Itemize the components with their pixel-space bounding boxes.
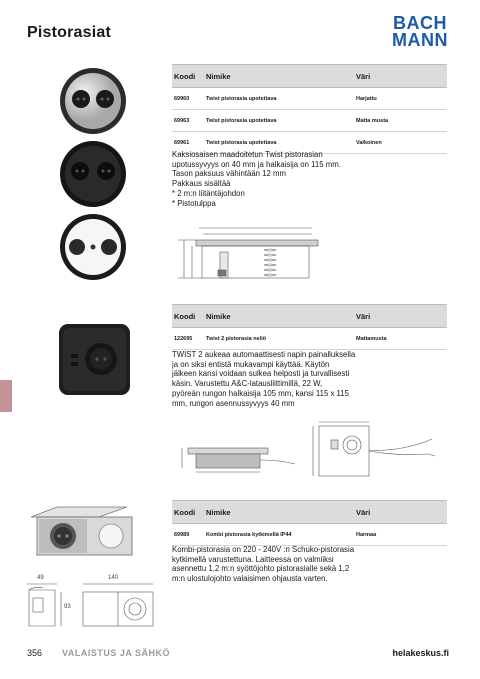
cell-color: Valkoinen <box>356 139 382 146</box>
cell-color: Mattamusta <box>356 335 387 342</box>
desc-line: pyöreän rungon halkaisija 105 mm, kansi 115 x 115 <box>172 388 349 398</box>
section-tab <box>0 380 12 412</box>
description-twist2 <box>172 350 452 408</box>
cell-name: Twist pistorasia upotettava <box>206 117 277 124</box>
desc-line: mm, rungon asennussyvyys 40 mm <box>172 398 295 408</box>
header-name: Nimike <box>206 71 231 81</box>
page-number: 356 <box>27 648 43 658</box>
table-header <box>172 304 447 328</box>
desc-line: m:n ulostulojohto valaisimen ohjausta varten. <box>172 574 328 584</box>
header-name: Nimike <box>206 507 231 517</box>
cell-code: 122695 <box>174 335 193 342</box>
footer-category: VALAISTUS JA SÄHKÖ <box>62 648 171 658</box>
table-row <box>172 524 447 546</box>
page-title: Pistorasiat <box>27 24 112 41</box>
desc-line: * 2 m:n liitäntäjohdon <box>172 188 245 198</box>
table-header <box>172 500 447 524</box>
table-row <box>172 328 447 350</box>
cell-color: Matta musta <box>356 117 389 124</box>
product-table-kombi <box>172 500 447 546</box>
header-name: Nimike <box>206 311 231 321</box>
table-header <box>172 64 447 88</box>
cell-code: 69960 <box>174 95 190 102</box>
desc-line: asennettu 1,2 m:n syöttöjohto pistorasialle sekä 1,2 <box>172 564 350 574</box>
cell-code: 69989 <box>174 531 190 538</box>
header-color: Väri <box>356 311 371 321</box>
header-code: Koodi <box>174 71 196 81</box>
kombi-dim-front-label: 140 <box>108 575 119 581</box>
cell-color: Harjattu <box>356 95 377 102</box>
desc-line: Kaksiosaisen maadoitetun Twist pistorasian <box>172 150 323 159</box>
desc-line: TWIST 2 aukeaa automaattisesti napin painalluksella <box>172 350 356 359</box>
product-table-twist <box>172 64 447 154</box>
twist2-technical-drawing <box>170 420 445 485</box>
cell-code: 69963 <box>174 117 190 124</box>
desc-line: ja on siksi entistä mukavampi käyttää. Käytön <box>172 359 330 369</box>
brand-line-2: MANN <box>392 30 448 50</box>
desc-line: Pakkaus sisältää <box>172 179 231 189</box>
brand-logo <box>392 15 448 49</box>
kombi-dim-side-label: 49 <box>37 575 44 581</box>
description-twist <box>172 150 452 208</box>
twist2-square-image <box>57 322 132 397</box>
desc-line: käsin. Varustettu A&C-latausliittimillä, 22 W, <box>172 379 323 389</box>
desc-line: Kombi-pistorasia on 220 - 240V :n Schuko-pistorasia <box>172 545 355 554</box>
cell-code: 69961 <box>174 139 190 146</box>
header-code: Koodi <box>174 507 196 517</box>
cell-name: Kombi pistorasia kytkimellä IP44 <box>206 531 292 538</box>
kombi-dim-height-label: 93 <box>64 604 71 610</box>
twist-white-image <box>58 212 128 282</box>
header-code: Koodi <box>174 311 196 321</box>
twist-brushed-image <box>58 66 128 136</box>
product-table-twist2 <box>172 304 447 350</box>
kombi-technical-drawing <box>25 582 160 634</box>
header-color: Väri <box>356 507 371 517</box>
cell-name: Twist 2 pistorasia neliö <box>206 335 267 342</box>
cell-color: Harmaa <box>356 531 377 538</box>
twist-black-image <box>58 139 128 209</box>
brand-line-1: BACH <box>393 13 447 33</box>
desc-line: jälkeen kansi voidaan sulkea helposti ja turvallisesti <box>172 369 350 379</box>
desc-line: Tason paksuus vähintään 12 mm <box>172 169 286 179</box>
cell-name: Twist pistorasia upotettava <box>206 95 277 102</box>
desc-line: * Pistotulppa <box>172 198 216 208</box>
desc-line: kytkimellä varustettuna. Laitteessa on valmiiksi <box>172 554 334 564</box>
table-row <box>172 110 447 132</box>
header-color: Väri <box>356 71 371 81</box>
kombi-image <box>27 503 135 559</box>
cell-name: Twist pistorasia upotettava <box>206 139 277 146</box>
desc-line: upotussyvyys on 40 mm ja halkaisija on 115 mm. <box>172 159 341 169</box>
twist-technical-drawing <box>172 222 332 292</box>
table-row <box>172 88 447 110</box>
footer-site-link[interactable]: helakeskus.fi <box>392 648 449 658</box>
description-kombi <box>172 545 452 584</box>
